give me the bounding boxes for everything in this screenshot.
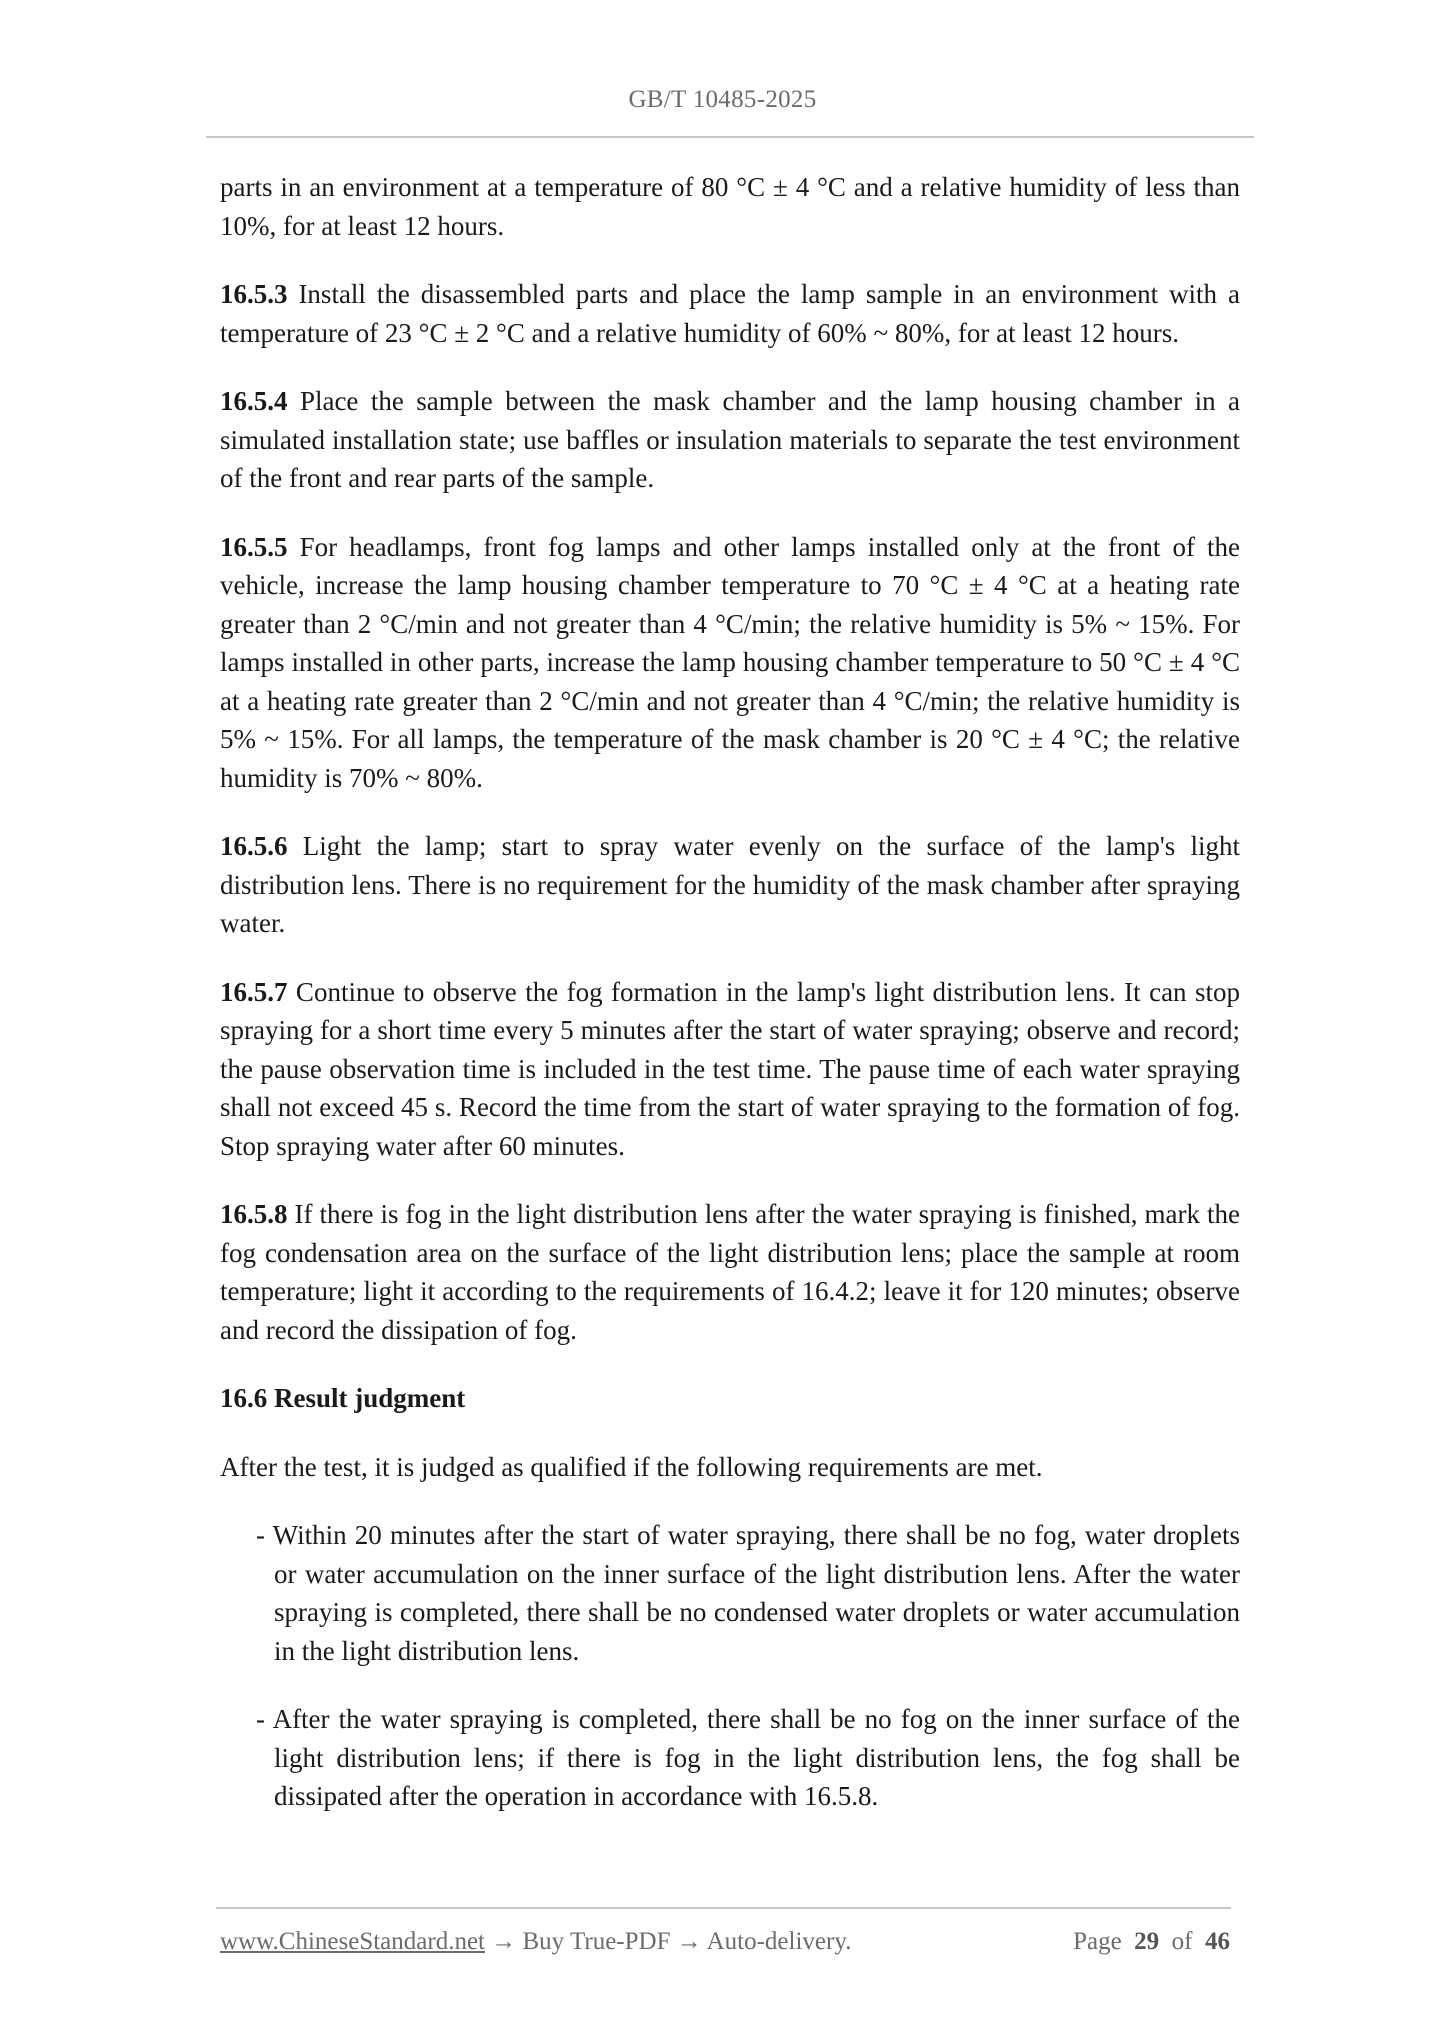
clause-text: For headlamps, front fog lamps and other lamps installed only at the front of the vehicle, increase the lamp housing chamber temperature to 70 °C ± 4 °C at a heating rate greater than 2 °C/min and not greater than 4 °C/min; the relative humidity is 5% ~ 15%. For lamps installed in other parts, increase the lamp housing chamber temperature to 50 °C ± 4 °C at a heating rate greater than 2 °C/min and not greater than 4 °C/min; the relative humidity is 5% ~ 15%. For all lamps, the temperature of the mask chamber is 20 °C ± 4 °C; the relative humidity is 70% ~ 80%. [220,531,1240,793]
footer-divider [216,1907,1231,1909]
clause-16-5-4 [220,382,1240,498]
header-divider [206,136,1254,138]
paragraph-text: parts in an environment at a temperature of 80 °C ± 4 °C and a relative humidity of less than 10%, for at least 12 hours. [220,172,1240,241]
website-link[interactable]: www.ChineseStandard.net [220,1928,485,1955]
clause-number: 16.5.3 [220,279,288,309]
clause-text: Place the sample between the mask chamber and the lamp housing chamber in a simulated installation state; use baffles or insulation materials to separate the test environment of the front and rear parts of the sample. [220,386,1240,493]
clause-text: Light the lamp; start to spray water evenly on the surface of the lamp's light distribution lens. There is no requirement for the humidity of the mask chamber after spraying water. [220,831,1240,938]
section-heading: 16.6 Result judgment [220,1383,466,1413]
footer-promo [220,1928,851,1956]
document-body [220,168,1240,1846]
requirement-bullet: - After the water spraying is completed, there shall be no fog on the inner surface of the light distribution lens; if there is fog in the light distribution lens, the fog shall be dissipated after the operation in accordance with 16.5.8. [256,1704,1240,1811]
page-header-title: GB/T 10485-2025 [628,86,817,113]
clause-16-5-8 [220,1195,1240,1349]
page-indicator [1073,1928,1230,1956]
clause-number: 16.5.8 [220,1199,288,1229]
requirement-bullet: - Within 20 minutes after the start of water spraying, there shall be no fog, water droplets or water accumulation on the inner surface of the light distribution lens. After the water spraying is completed, there shall be no condensed water droplets or water accumulation in the light distribution lens. [256,1520,1240,1666]
page-current: 29 [1134,1928,1160,1955]
clause-16-5-5 [220,528,1240,798]
footer-tagline: → Buy True-PDF → Auto-delivery. [485,1928,852,1955]
of-label: of [1171,1928,1193,1955]
clause-16-5-3 [220,275,1240,352]
clause-16-5-7 [220,973,1240,1166]
clause-number: 16.5.7 [220,976,288,1007]
page-total: 46 [1205,1928,1230,1955]
clause-number: 16.5.6 [220,831,288,861]
clause-16-5-6 [220,827,1240,943]
section-intro: After the test, it is judged as qualified if the following requirements are met. [220,1451,1043,1482]
paragraph-continuation [220,168,1240,245]
clause-text: Continue to observe the fog formation in the lamp's light distribution lens. It can stop spraying for a short time every 5 minutes after the start of water spraying; observe and record; the pause observation time is included in the test time. The pause time of each water spraying shall not exceed 45 s. Record the time from the start of water spraying to the formation of fog. Stop spraying water after 60 minutes. [220,976,1240,1161]
page-label: Page [1073,1928,1122,1955]
clause-number: 16.5.5 [220,531,288,562]
clause-number: 16.5.4 [220,386,288,416]
clause-text: If there is fog in the light distribution lens after the water spraying is finished, mark the fog condensation area on the surface of the light distribution lens; place the sample at room temperature; light it according to the requirements of 16.4.2; leave it for 120 minutes; observe and record the dissipation of fog. [220,1199,1240,1345]
clause-text: Install the disassembled parts and place the lamp sample in an environment with a temperature of 23 °C ± 2 °C and a relative humidity of 60% ~ 80%, for at least 12 hours. [220,279,1240,348]
